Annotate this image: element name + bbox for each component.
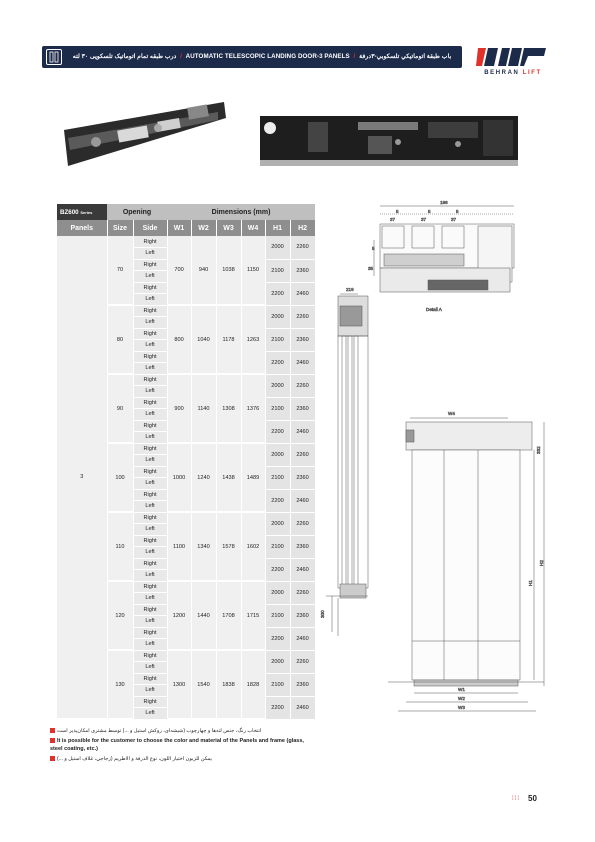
size-cell: 100 — [107, 443, 133, 512]
note-en: It is possible for the customer to choose the color and material of the Panels and frame (glass, — [50, 738, 304, 744]
side-cell: Right — [133, 328, 167, 340]
side-cell: Left — [133, 547, 167, 559]
side-cell: Right — [133, 581, 167, 593]
col-side: Side — [133, 220, 167, 236]
side-cell: Right — [133, 374, 167, 386]
side-cell: Right — [133, 282, 167, 294]
size-cell: 70 — [107, 236, 133, 305]
dim-w3-label: W3 — [458, 705, 465, 710]
h1-cell: 2000 — [265, 374, 290, 397]
side-cell: Right — [133, 443, 167, 455]
w4-cell: 1489 — [241, 443, 265, 512]
side-cell: Right — [133, 650, 167, 662]
w1-cell: 1100 — [167, 512, 191, 581]
h2-cell: 2360 — [290, 397, 315, 420]
side-cell: Right — [133, 627, 167, 639]
note-ar: يمكن للزبون اختيار اللون، نوع الدرفة و الاطريم (زجاجي، غلاف استيل و ...) — [50, 756, 212, 762]
size-cell: 120 — [107, 581, 133, 650]
w4-cell: 1715 — [241, 581, 265, 650]
h2-cell: 2460 — [290, 351, 315, 374]
w3-cell: 1438 — [216, 443, 241, 512]
opening-header: Opening — [107, 204, 167, 220]
side-cell: Left — [133, 524, 167, 536]
door-icon — [46, 49, 62, 65]
w3-cell: 1578 — [216, 512, 241, 581]
dim-5v: 5 — [372, 246, 375, 251]
dim-196: 196 — [440, 200, 448, 205]
h2-cell: 2360 — [290, 328, 315, 351]
side-cell: Left — [133, 616, 167, 628]
h2-cell: 2260 — [290, 512, 315, 535]
h2-cell: 2260 — [290, 236, 315, 259]
title-en: AUTOMATIC TELESCOPIC LANDING DOOR-3 PANELS — [185, 53, 350, 60]
h1-cell: 2100 — [265, 328, 290, 351]
dim-5a: 5 — [396, 209, 399, 214]
h1-cell: 2200 — [265, 558, 290, 581]
col-w1: W1 — [167, 220, 191, 236]
spec-table — [57, 204, 316, 720]
side-cell: Left — [133, 386, 167, 398]
h2-cell: 2460 — [290, 696, 315, 719]
h1-cell: 2100 — [265, 466, 290, 489]
h1-cell: 2100 — [265, 535, 290, 558]
h1-cell: 2200 — [265, 351, 290, 374]
h1-cell: 2200 — [265, 696, 290, 719]
side-cell: Left — [133, 478, 167, 490]
w3-cell: 1038 — [216, 236, 241, 305]
w1-cell: 1000 — [167, 443, 191, 512]
side-cell: Left — [133, 501, 167, 513]
w1-cell: 700 — [167, 236, 191, 305]
side-cell: Right — [133, 604, 167, 616]
technical-drawing — [318, 196, 558, 736]
h2-cell: 2260 — [290, 650, 315, 673]
w2-cell: 1340 — [191, 512, 216, 581]
h1-cell: 2000 — [265, 650, 290, 673]
h2-cell: 2460 — [290, 627, 315, 650]
dim-h2-label: H2 — [539, 560, 544, 566]
h1-cell: 2200 — [265, 282, 290, 305]
dim-w2-label: W2 — [458, 696, 465, 701]
page-title: درب طبقه تمام اتوماتیک تلسکوپی ۳۰ لته / AUTOMATIC TELESCOPIC LANDING DOOR-3 PANELS / باب طبقة اتوماتيكي تلسكوبي-۳درفة — [72, 53, 452, 60]
size-cell: 80 — [107, 305, 133, 374]
h1-cell: 2000 — [265, 581, 290, 604]
dim-w1-label: W1 — [458, 687, 465, 692]
side-cell: Left — [133, 685, 167, 697]
side-cell: Left — [133, 248, 167, 260]
w3-cell: 1178 — [216, 305, 241, 374]
side-cell: Right — [133, 489, 167, 501]
dim-37c: 37 — [451, 217, 457, 222]
side-cell: Left — [133, 409, 167, 421]
h2-cell: 2260 — [290, 305, 315, 328]
h1-cell: 2000 — [265, 443, 290, 466]
table-row — [57, 236, 315, 248]
col-size: Size — [107, 220, 133, 236]
side-cell: Left — [133, 455, 167, 467]
note-fa: انتخاب رنگ، جنس لته‌ها و چهارچوب (شیشه‌ای، روکش استیل و ...) توسط مشتری امکان‌پذیر است — [50, 728, 261, 734]
side-cell: Left — [133, 593, 167, 605]
page-number: 50 — [528, 794, 537, 803]
page-dots: ⁞⁞⁞ — [512, 796, 521, 802]
dim-37a: 37 — [390, 217, 396, 222]
side-cell: Right — [133, 512, 167, 524]
note-en-2: steel coating, etc.) — [50, 746, 98, 752]
w4-cell: 1376 — [241, 374, 265, 443]
side-cell: Left — [133, 363, 167, 375]
side-cell: Left — [133, 271, 167, 283]
h1-cell: 2200 — [265, 489, 290, 512]
dim-219: 219 — [346, 287, 354, 292]
w3-cell: 1308 — [216, 374, 241, 443]
h2-cell: 2460 — [290, 282, 315, 305]
h1-cell: 2100 — [265, 397, 290, 420]
side-cell: Right — [133, 420, 167, 432]
col-w3: W3 — [216, 220, 241, 236]
title-ar: باب طبقة اتوماتيكي تلسكوبي-۳درفة — [359, 53, 452, 60]
series-header: BZ600 Series — [57, 204, 107, 220]
side-cell: Right — [133, 535, 167, 547]
side-cell: Right — [133, 236, 167, 248]
size-cell: 110 — [107, 512, 133, 581]
h1-cell: 2000 — [265, 305, 290, 328]
dim-300: 300 — [320, 610, 325, 618]
w2-cell: 940 — [191, 236, 216, 305]
w4-cell: 1263 — [241, 305, 265, 374]
side-cell: Right — [133, 305, 167, 317]
w2-cell: 1240 — [191, 443, 216, 512]
logo-text: BEHRAN LIFT — [484, 70, 542, 76]
w2-cell: 1540 — [191, 650, 216, 719]
h1-cell: 2200 — [265, 627, 290, 650]
w2-cell: 1040 — [191, 305, 216, 374]
side-cell: Left — [133, 708, 167, 720]
h1-cell: 2100 — [265, 673, 290, 696]
h1-cell: 2000 — [265, 236, 290, 259]
h2-cell: 2460 — [290, 420, 315, 443]
h2-cell: 2460 — [290, 489, 315, 512]
side-cell: Right — [133, 466, 167, 478]
w2-cell: 1140 — [191, 374, 216, 443]
col-w2: W2 — [191, 220, 216, 236]
dim-35: 35 — [368, 266, 374, 271]
panels-cell: 3 — [57, 236, 107, 719]
h1-cell: 2100 — [265, 259, 290, 282]
dim-37b: 37 — [421, 217, 427, 222]
w4-cell: 1602 — [241, 512, 265, 581]
side-cell: Right — [133, 351, 167, 363]
dim-w4-label: W4 — [448, 411, 455, 416]
size-cell: 90 — [107, 374, 133, 443]
side-cell: Right — [133, 259, 167, 271]
h2-cell: 2360 — [290, 259, 315, 282]
col-h2: H2 — [290, 220, 315, 236]
h1-cell: 2000 — [265, 512, 290, 535]
col-panels: Panels — [57, 220, 107, 236]
h2-cell: 2460 — [290, 558, 315, 581]
h2-cell: 2360 — [290, 604, 315, 627]
h2-cell: 2260 — [290, 581, 315, 604]
side-cell: Left — [133, 340, 167, 352]
dim-h1-label: H1 — [528, 580, 533, 586]
side-cell: Left — [133, 570, 167, 582]
operator-image-right — [258, 112, 523, 172]
side-cell: Left — [133, 662, 167, 674]
dim-5b: 5 — [428, 209, 431, 214]
w4-cell: 1150 — [241, 236, 265, 305]
w1-cell: 1300 — [167, 650, 191, 719]
col-h1: H1 — [265, 220, 290, 236]
col-w4: W4 — [241, 220, 265, 236]
h1-cell: 2200 — [265, 420, 290, 443]
h2-cell: 2260 — [290, 443, 315, 466]
h1-cell: 2100 — [265, 604, 290, 627]
side-cell: Left — [133, 294, 167, 306]
side-cell: Left — [133, 317, 167, 329]
w1-cell: 800 — [167, 305, 191, 374]
w1-cell: 900 — [167, 374, 191, 443]
w4-cell: 1828 — [241, 650, 265, 719]
w1-cell: 1200 — [167, 581, 191, 650]
w2-cell: 1440 — [191, 581, 216, 650]
side-cell: Right — [133, 558, 167, 570]
h2-cell: 2360 — [290, 535, 315, 558]
side-cell: Left — [133, 639, 167, 651]
h2-cell: 2360 — [290, 466, 315, 489]
side-cell: Right — [133, 673, 167, 685]
side-cell: Right — [133, 696, 167, 708]
w3-cell: 1708 — [216, 581, 241, 650]
side-cell: Right — [133, 397, 167, 409]
title-fa: درب طبقه تمام اتوماتیک تلسکوپی ۳۰ لته — [72, 53, 177, 60]
h2-cell: 2360 — [290, 673, 315, 696]
h2-cell: 2260 — [290, 374, 315, 397]
dim-5c: 5 — [456, 209, 459, 214]
detail-a-label: Detail A — [426, 307, 442, 312]
dim-332-label: 332 — [536, 446, 541, 454]
size-cell: 130 — [107, 650, 133, 719]
w3-cell: 1838 — [216, 650, 241, 719]
operator-image-left — [58, 98, 228, 170]
dimensions-header: Dimensions (mm) — [167, 204, 315, 220]
side-cell: Left — [133, 432, 167, 444]
